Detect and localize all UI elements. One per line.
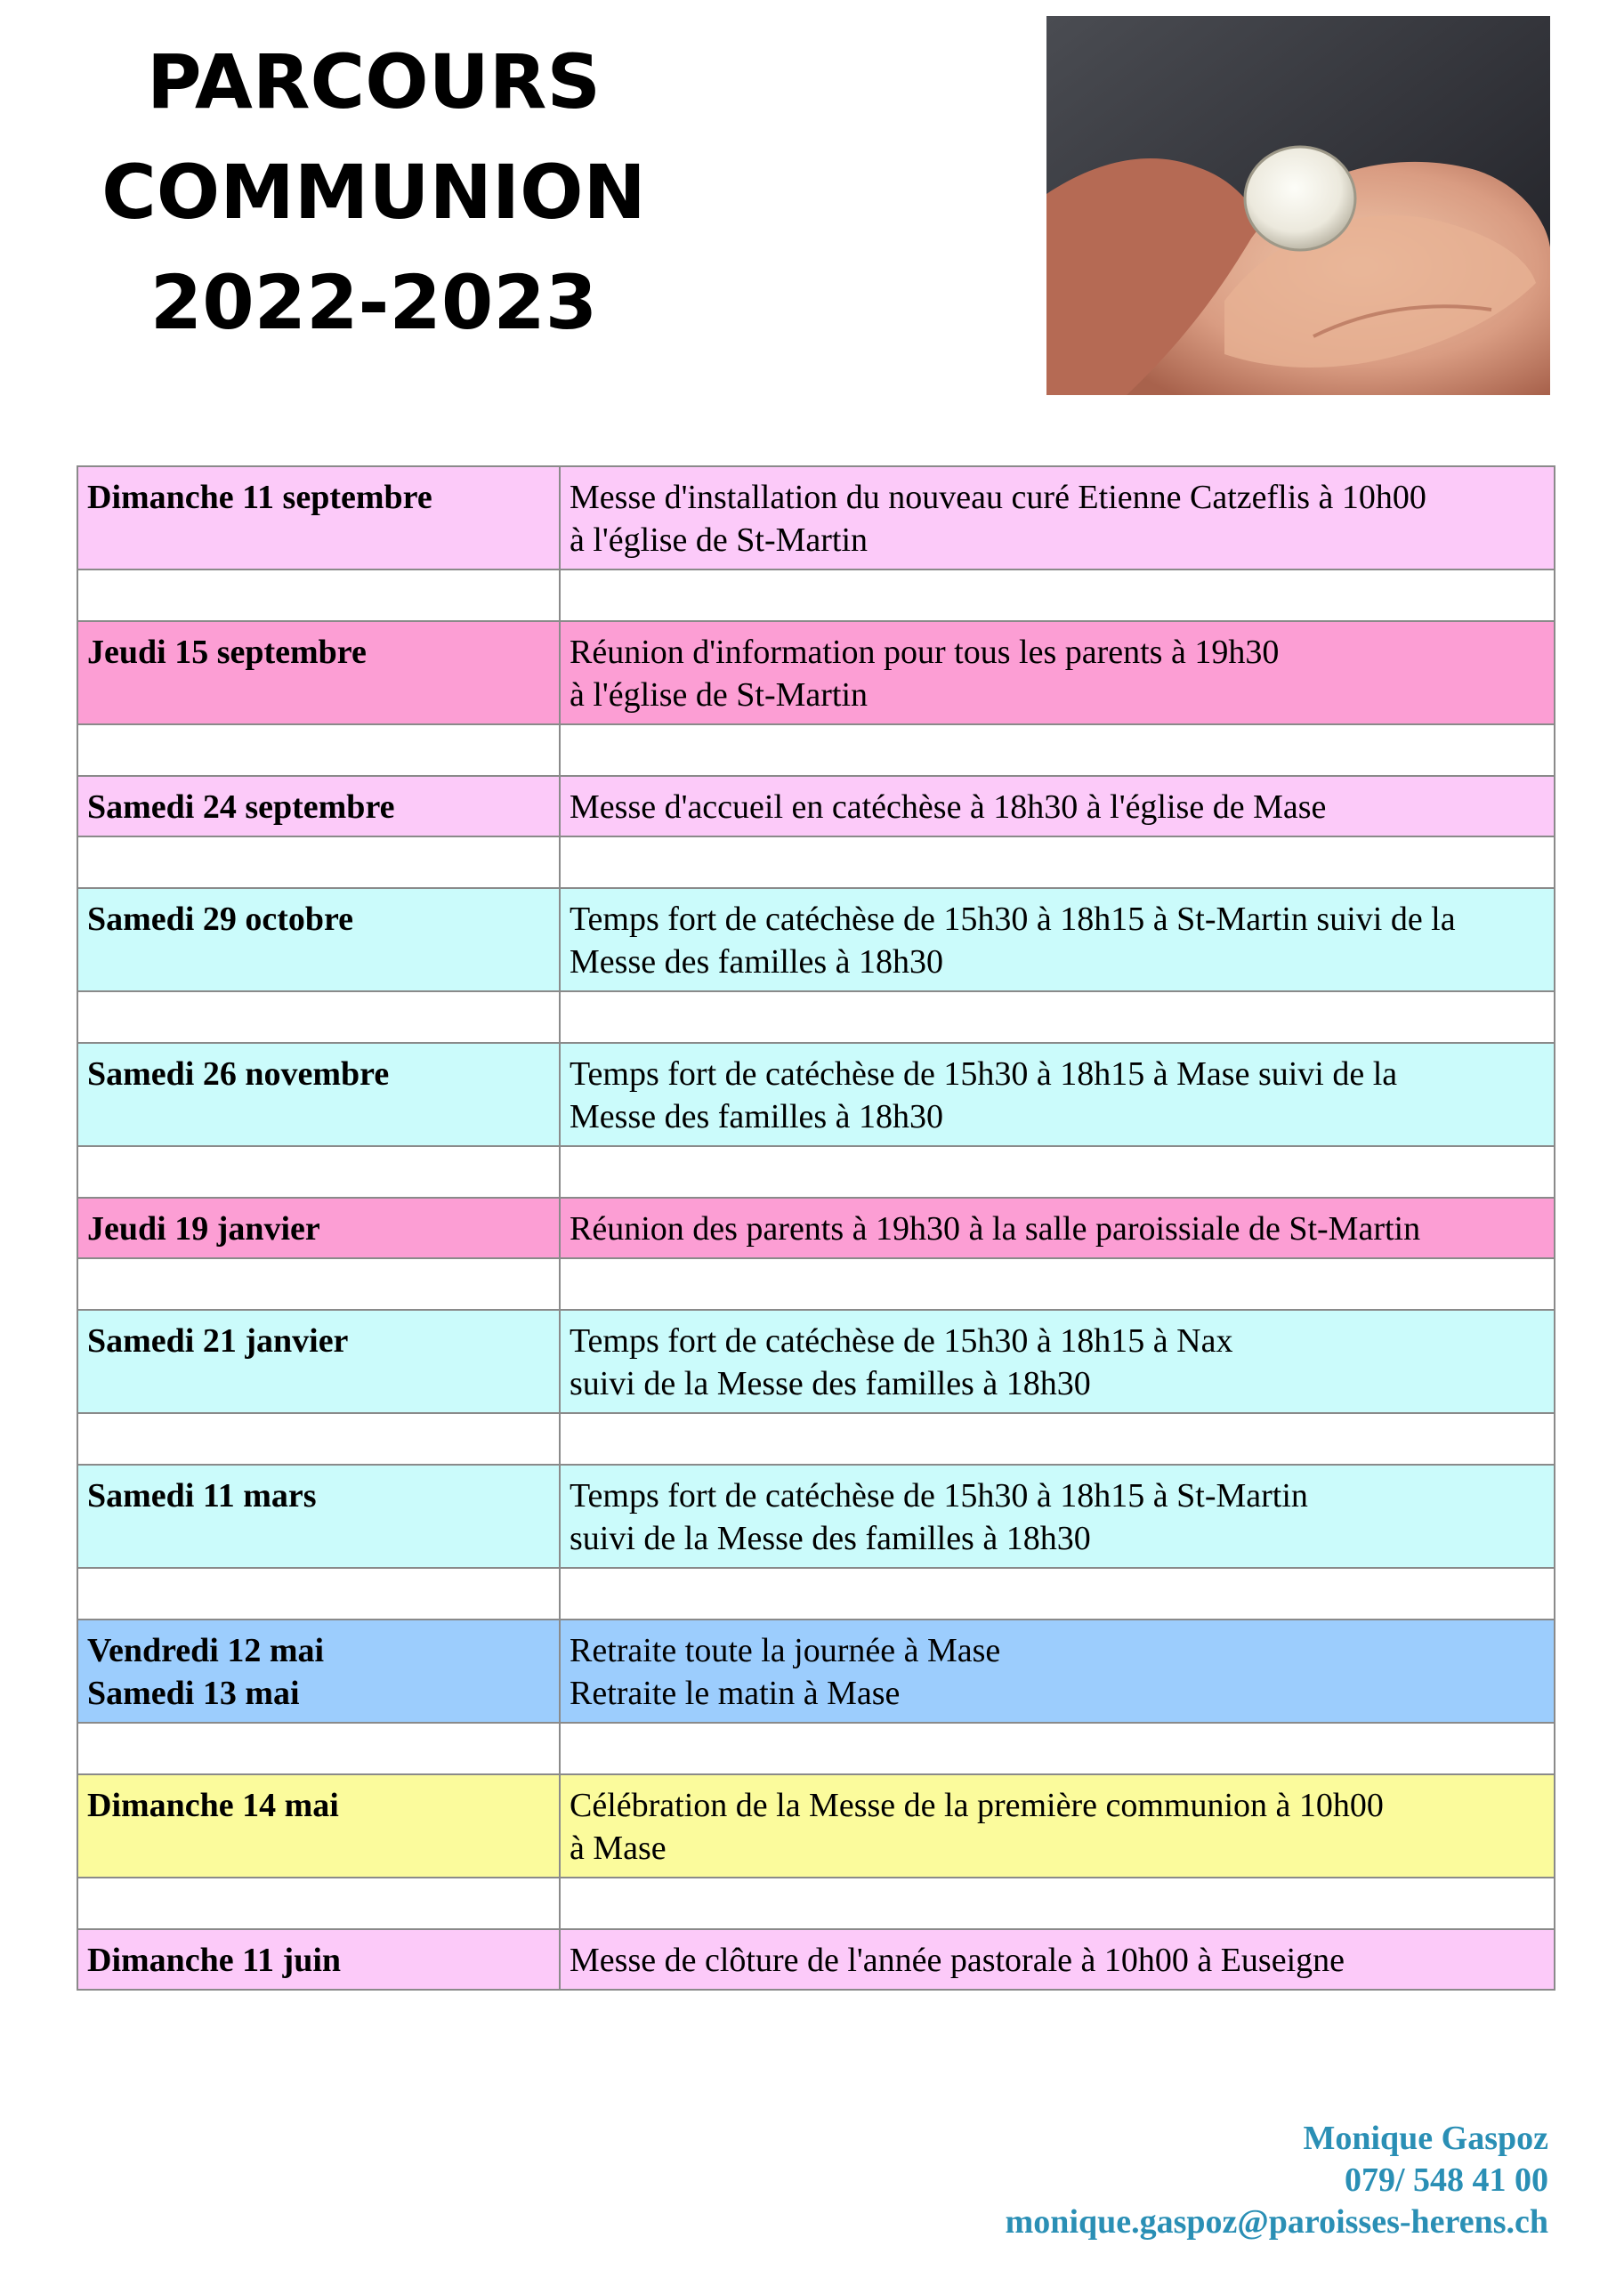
table-row bbox=[77, 776, 1555, 836]
spacer-row bbox=[77, 1258, 1555, 1310]
event-description: Temps fort de catéchèse de 15h30 à 18h15 à Nax suivi de la Messe des familles à 18h30 bbox=[560, 1310, 1555, 1413]
spacer-row bbox=[77, 1878, 1555, 1929]
contact-phone: 079/ 548 41 00 bbox=[1344, 2161, 1548, 2199]
spacer-row bbox=[77, 724, 1555, 776]
title-line-3: 2022-2023 bbox=[149, 259, 598, 346]
event-date: Dimanche 11 septembre bbox=[77, 466, 560, 570]
table-row bbox=[77, 1310, 1555, 1413]
table-row bbox=[77, 888, 1555, 991]
title-line-2: COMMUNION bbox=[101, 149, 646, 236]
contact-name: Monique Gaspoz bbox=[1303, 2120, 1548, 2157]
spacer-row bbox=[77, 1146, 1555, 1198]
event-date: Samedi 11 mars bbox=[77, 1465, 560, 1568]
title-line-1: PARCOURS bbox=[147, 38, 601, 125]
table-row bbox=[77, 1043, 1555, 1146]
table-row bbox=[77, 1465, 1555, 1568]
event-date: Samedi 21 janvier bbox=[77, 1310, 560, 1413]
page-title bbox=[53, 27, 694, 358]
event-date: Vendredi 12 mai Samedi 13 mai bbox=[77, 1620, 560, 1723]
event-description: Messe d'accueil en catéchèse à 18h30 à l'église de Mase bbox=[560, 776, 1555, 836]
contact-block bbox=[1006, 2118, 1548, 2243]
event-date: Dimanche 14 mai bbox=[77, 1774, 560, 1878]
event-description: Messe de clôture de l'année pastorale à 10h00 à Euseigne bbox=[560, 1929, 1555, 1990]
hands-holding-host-photo bbox=[1046, 16, 1550, 395]
spacer-row bbox=[77, 1413, 1555, 1465]
spacer-row bbox=[77, 570, 1555, 621]
event-date: Dimanche 11 juin bbox=[77, 1929, 560, 1990]
event-date: Jeudi 19 janvier bbox=[77, 1198, 560, 1258]
event-description: Réunion d'information pour tous les parents à 19h30 à l'église de St-Martin bbox=[560, 621, 1555, 724]
event-date: Samedi 26 novembre bbox=[77, 1043, 560, 1146]
spacer-row bbox=[77, 836, 1555, 888]
event-description: Célébration de la Messe de la première communion à 10h00 à Mase bbox=[560, 1774, 1555, 1878]
event-description: Messe d'installation du nouveau curé Etienne Catzeflis à 10h00 à l'église de St-Martin bbox=[560, 466, 1555, 570]
event-description: Temps fort de catéchèse de 15h30 à 18h15 à St-Martin suivi de la Messe des familles à 18h30 bbox=[560, 888, 1555, 991]
event-date: Jeudi 15 septembre bbox=[77, 621, 560, 724]
spacer-row bbox=[77, 1723, 1555, 1774]
spacer-row bbox=[77, 1568, 1555, 1620]
table-row bbox=[77, 1929, 1555, 1990]
event-description: Retraite toute la journée à Mase Retraite le matin à Mase bbox=[560, 1620, 1555, 1723]
table-row bbox=[77, 1774, 1555, 1878]
event-description: Temps fort de catéchèse de 15h30 à 18h15 à Mase suivi de la Messe des familles à 18h30 bbox=[560, 1043, 1555, 1146]
event-description: Réunion des parents à 19h30 à la salle paroissiale de St-Martin bbox=[560, 1198, 1555, 1258]
event-date: Samedi 29 octobre bbox=[77, 888, 560, 991]
table-row bbox=[77, 1620, 1555, 1723]
event-description: Temps fort de catéchèse de 15h30 à 18h15 à St-Martin suivi de la Messe des familles à 18h30 bbox=[560, 1465, 1555, 1568]
table-row bbox=[77, 1198, 1555, 1258]
table-row bbox=[77, 621, 1555, 724]
schedule-table bbox=[77, 465, 1555, 1991]
spacer-row bbox=[77, 991, 1555, 1043]
event-date: Samedi 24 septembre bbox=[77, 776, 560, 836]
contact-email-link[interactable]: monique.gaspoz@paroisses-herens.ch bbox=[1005, 2203, 1548, 2241]
table-row bbox=[77, 466, 1555, 570]
